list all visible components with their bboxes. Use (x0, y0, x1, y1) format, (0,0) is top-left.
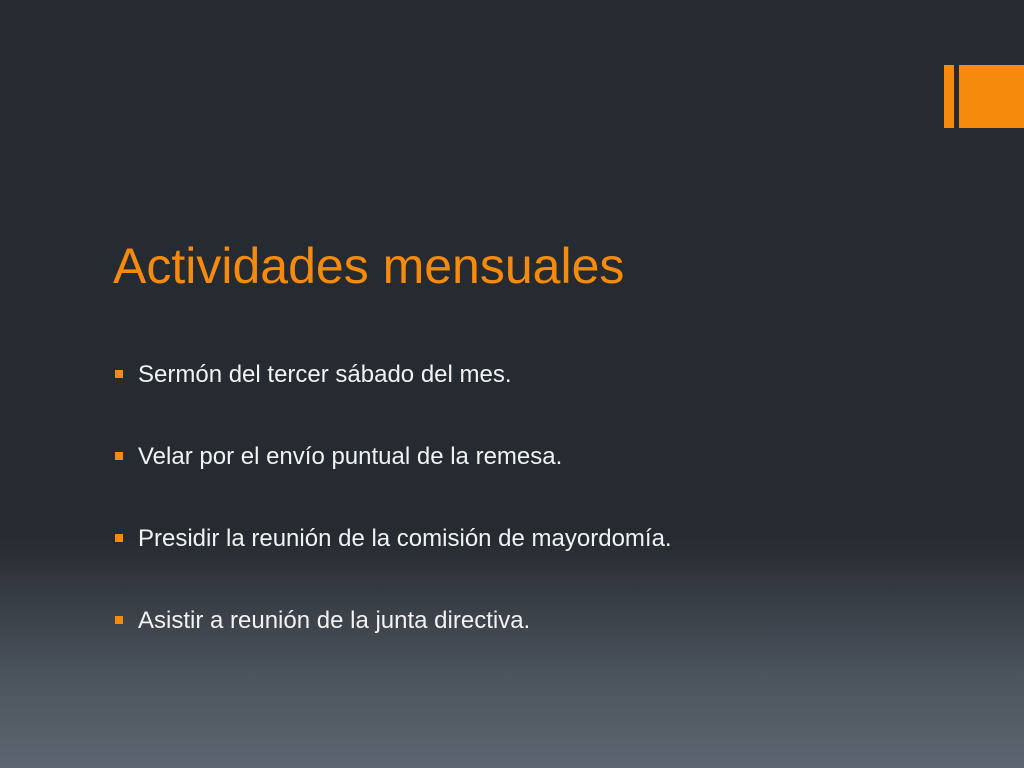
slide-title: Actividades mensuales (113, 238, 625, 294)
square-bullet-icon (115, 452, 123, 460)
bullet-text: Asistir a reunión de la junta directiva. (138, 607, 531, 634)
square-bullet-icon (115, 370, 123, 378)
orange-bars-decoration (944, 65, 1024, 128)
bullet-item (115, 442, 672, 524)
square-bullet-icon (115, 534, 123, 542)
orange-thin-bar (944, 65, 954, 128)
bullet-item (115, 360, 672, 442)
bullet-text: Sermón del tercer sábado del mes. (138, 361, 512, 388)
orange-block (959, 65, 1024, 128)
bullet-item (115, 606, 672, 688)
bullet-text: Velar por el envío puntual de la remesa. (138, 443, 563, 470)
bullet-text: Presidir la reunión de la comisión de mayordomía. (138, 525, 672, 552)
bullet-list (115, 360, 672, 688)
square-bullet-icon (115, 616, 123, 624)
bullet-item (115, 524, 672, 606)
